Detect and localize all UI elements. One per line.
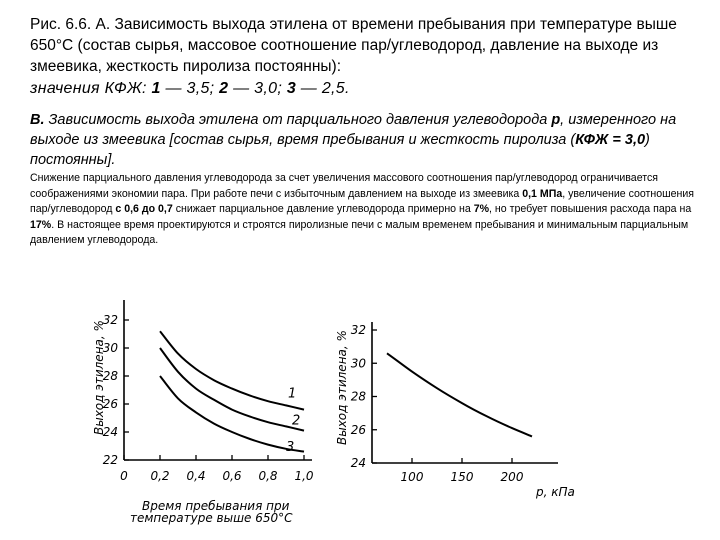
kfzh-label: значения КФЖ: [30,80,147,97]
chart1-series-line-3 [160,376,304,452]
chart2-x-tick-label: 150 [450,470,474,484]
chart2-x-tick-label: 200 [500,470,524,484]
chart1-x-tick-label: 0 [120,469,128,483]
chart1-y-tick-label: 28 [102,369,118,383]
caption-a-text: Зависимость выхода этилена от времени пребывания при температуре выше 650°С (состав сырья, массовое соотношение пар/углеводород, давление на выходе из змеевика, жесткость пиролиза постоянны): [30,16,677,75]
chart1-y-tick-label: 32 [102,313,118,327]
chart1-series-label-2: 2 [292,413,301,429]
chart2-y-tick-label: 28 [350,389,366,404]
caption-b-p: p [551,112,561,128]
chart2-y-tick-label: 24 [350,456,366,470]
kfzh-value-3: 2,5 [321,80,345,97]
chart1-xlabel-line1: Время пребывания при [142,499,290,513]
chart-partial-pressure [335,322,575,499]
chart2-series-line [387,353,532,436]
kfzh-curve-1: 1 [151,80,161,97]
caption-b-prefix: В. [30,112,45,128]
caption-b-text2: , измеренного на выходе из змеевика [состав сырья, время пребывания и жесткость пиролиза ( [30,112,677,148]
chart2-x-tick-label: 100 [400,470,424,484]
chart2-y-tick-label: 32 [350,323,366,337]
para-t4: , но требует повышения расхода пара на [489,203,692,215]
caption-b-text3: ) постоянны]. [30,132,650,168]
caption-a-values: значения КФЖ: 1 — 3,5; 2 — 3,0; 3 — 2,5. [30,80,350,97]
para-b4: 17% [30,218,52,231]
chart1-y-tick-label: 22 [102,453,118,467]
chart1-x-tick-label: 0,6 [222,469,242,483]
kfzh-curve-2: 2 [219,80,229,97]
kfzh-value-1: 3,5 [186,80,210,97]
chart1-x-tick-label: 0,2 [150,469,170,483]
kfzh-value-2: 3,0 [254,80,278,97]
chart2-xlabel: p, кПа [536,485,575,499]
chart-residence-time [92,300,314,525]
chart1-series-label-3: 3 [286,439,295,455]
para-t3: снижает парциальное давление углеводорода примерно на [175,203,471,215]
para-b2: с 0,6 до 0,7 [115,203,173,215]
chart2-y-tick-label: 30 [350,356,366,371]
chart1-ylabel: Выход этилена, % [92,320,106,435]
caption-b-text1: Зависимость выхода этилена от парциального давления углеводорода [48,112,548,128]
chart1-series-line-1 [160,331,304,409]
chart1-y-tick-label: 30 [102,341,118,355]
caption-b-kfzh: КФЖ = 3,0 [575,132,646,148]
chart1-x-tick-label: 1,0 [294,469,314,483]
para-b1: 0,1 МПа [522,187,563,200]
chart2-y-tick-label: 26 [350,422,366,437]
chart1-series-label-1: 1 [288,386,297,402]
para-t2: , увеличение соотношения пар/углеводород [30,187,695,215]
para-t5: . В настоящее время проектируются и строятся пиролизные печи с малым временем пребывания и минимальным парциальным давлением углеводорода. [30,218,689,246]
kfzh-curve-3: 3 [286,80,297,97]
chart1-x-tick-label: 0,8 [258,469,278,483]
para-b3: 7% [473,203,490,215]
chart1-xlabel-line2: температуре выше 650°С [130,511,293,525]
chart1-x-tick-label: 0,4 [186,469,206,483]
chart1-y-tick-label: 24 [102,425,118,439]
chart2-ylabel: Выход этилена, % [335,330,349,445]
para-t1: Снижение парциального давления углеводорода за счет увеличения массового соотношения пар/углеводород ограничивается соображениями экономии пара. При работе печи с избыточным давлением на выходе из змеевика [30,172,658,200]
chart1-y-tick-label: 26 [102,397,118,411]
caption-a-prefix: Рис. 6.6. А. [30,16,111,33]
